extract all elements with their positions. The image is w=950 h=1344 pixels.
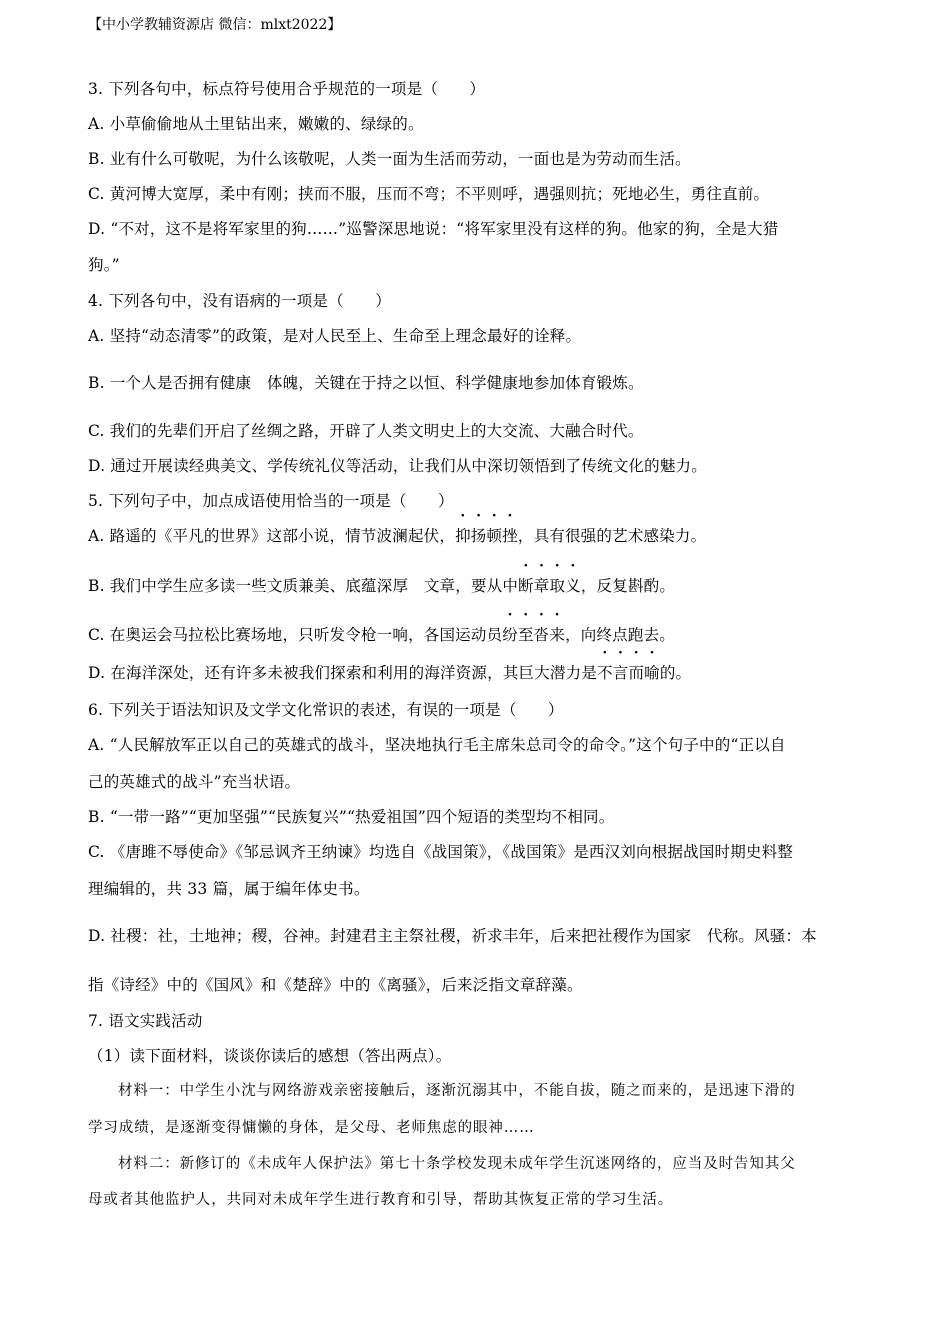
q3-option-b: B. 业有什么可敬呢，为什么该敬呢，人类一面为生活而劳动，一面也是为劳动而生活。 bbox=[88, 150, 691, 168]
q5-option-b bbox=[88, 574, 675, 596]
option-text: 的。 bbox=[659, 664, 692, 682]
q7-stem: 7. 语文实践活动 bbox=[88, 1012, 203, 1030]
q4-option-d: D. 通过开展读经典美文、学传统礼仪等活动，让我们从中深切领悟到了传统文化的魅力。 bbox=[88, 457, 707, 475]
option-text: ，具有很强的艺术感染力。 bbox=[517, 527, 707, 545]
dotted-char: 挫 bbox=[502, 527, 518, 545]
q4-option-c: C. 我们的先辈们开启了丝绸之路，开辟了人类文明史上的大交流、大融合时代。 bbox=[88, 422, 644, 440]
q4-stem: 4. 下列各句中，没有语病的一项是（ ） bbox=[88, 292, 391, 310]
option-text: ，反复斟酌。 bbox=[580, 577, 676, 595]
dotted-char: 而 bbox=[628, 664, 645, 682]
q6-stem: 6. 下列关于语法知识及文学文化常识的表述，有误的一项是（ ） bbox=[88, 701, 564, 719]
dotted-char: 喻 bbox=[644, 664, 660, 682]
q6-option-a-line1: A. “人民解放军正以自己的英雄式的战斗，坚决地执行毛主席朱总司令的命令。”这个句子中的“正以自 bbox=[88, 736, 786, 754]
q5-stem: 5. 下列句子中，加点成语使用恰当的一项是（ ） bbox=[88, 492, 454, 510]
q7-sub-question-1: （1）读下面材料，谈谈你读后的感想（答出两点）。 bbox=[88, 1047, 452, 1065]
dotted-char: 不 bbox=[597, 664, 613, 682]
dotted-char: 抑 bbox=[455, 527, 471, 545]
q5-option-a bbox=[88, 524, 706, 546]
q5-option-d bbox=[88, 661, 691, 683]
material-2-line1: 材料二：新修订的《未成年人保护法》第七十条学校发现未成年学生沉迷网络的，应当及时告知其父 bbox=[118, 1156, 796, 1172]
dotted-char: 至 bbox=[517, 626, 534, 644]
watermark-header: 【中小学教辅资源店 微信：mlxt2022】 bbox=[88, 17, 342, 33]
dotted-char: 断 bbox=[518, 577, 534, 595]
material-1-line1: 材料一：中学生小沈与网络游戏亲密接触后，逐渐沉溺其中，不能自拔，随之而来的，是迅速下滑的 bbox=[118, 1083, 796, 1099]
dotted-char: 纷 bbox=[502, 626, 518, 644]
option-text: B. 我们中学生应多读一些文质兼美、底蕴深厚 文章，要从中 bbox=[88, 577, 519, 595]
q6-option-c-line2: 理编辑的，共 33 篇，属于编年体史书。 bbox=[88, 880, 370, 898]
dotted-char: 言 bbox=[612, 664, 629, 682]
dotted-char: 取 bbox=[549, 577, 566, 595]
dotted-char: 义 bbox=[565, 577, 581, 595]
q3-option-d-line1: D. “不对，这不是将军家里的狗……”巡警深思地说：“将军家里没有这样的狗。他家的狗，全是大猎 bbox=[88, 220, 779, 238]
q6-option-d-line1: D. 社稷：社，土地神；稷，谷神。封建君主主祭社稷，祈求丰年，后来把社稷作为国家 代称。风骚：本 bbox=[88, 927, 817, 945]
q3-option-a: A. 小草偷偷地从土里钻出来，嫩嫩的、绿绿的。 bbox=[88, 115, 424, 133]
dotted-char: 顿 bbox=[486, 527, 503, 545]
dotted-char: 章 bbox=[533, 577, 550, 595]
q3-stem: 3. 下列各句中，标点符号使用合乎规范的一项是（ ） bbox=[88, 80, 486, 98]
material-1-line2: 学习成绩，是逐渐变得慵懒的身体，是父母、老师焦虑的眼神…… bbox=[88, 1120, 535, 1136]
dotted-char: 扬 bbox=[470, 527, 487, 545]
option-text: D. 在海洋深处，还有许多未被我们探索和利用的海洋资源，其巨大潜力是 bbox=[88, 664, 598, 682]
q6-option-b: B. “一带一路”“更加坚强”“民族复兴”“热爱祖国”四个短语的类型均不相同。 bbox=[88, 808, 615, 826]
q3-option-d-line2: 狗。” bbox=[88, 256, 120, 274]
q6-option-c-line1: C. 《唐雎不辱使命》《邹忌讽齐王纳谏》均选自《战国策》，《战国策》是西汉刘向根据战国时期史料整 bbox=[88, 843, 794, 861]
material-2-line2: 母或者其他监护人，共同对未成年学生进行教育和引导，帮助其恢复正常的学习生活。 bbox=[88, 1192, 674, 1208]
option-text: ，向终点跑去。 bbox=[565, 626, 675, 644]
q4-option-a: A. 坚持“动态清零”的政策，是对人民至上、生命至上理念最好的诠释。 bbox=[88, 327, 582, 345]
dotted-char: 沓 bbox=[533, 626, 550, 644]
q6-option-d-line2: 指《诗经》中的《国风》和《楚辞》中的《离骚》，后来泛指文章辞藻。 bbox=[88, 976, 583, 994]
option-text: A. 路遥的《平凡的世界》这部小说，情节波澜起伏， bbox=[88, 527, 456, 545]
q4-option-b: B. 一个人是否拥有健康 体魄，关键在于持之以恒、科学健康地参加体育锻炼。 bbox=[88, 374, 644, 392]
dotted-char: 来 bbox=[549, 626, 566, 644]
q5-option-c bbox=[88, 623, 675, 645]
q6-option-a-line2: 己的英雄式的战斗”充当状语。 bbox=[88, 773, 301, 791]
q3-option-c: C. 黄河博大宽厚，柔中有刚；挟而不服，压而不弯；不平则呼，遇强则抗；死地必生，勇往直前。 bbox=[88, 185, 770, 203]
option-text: C. 在奥运会马拉松比赛场地，只听发令枪一响，各国运动员 bbox=[88, 626, 503, 644]
